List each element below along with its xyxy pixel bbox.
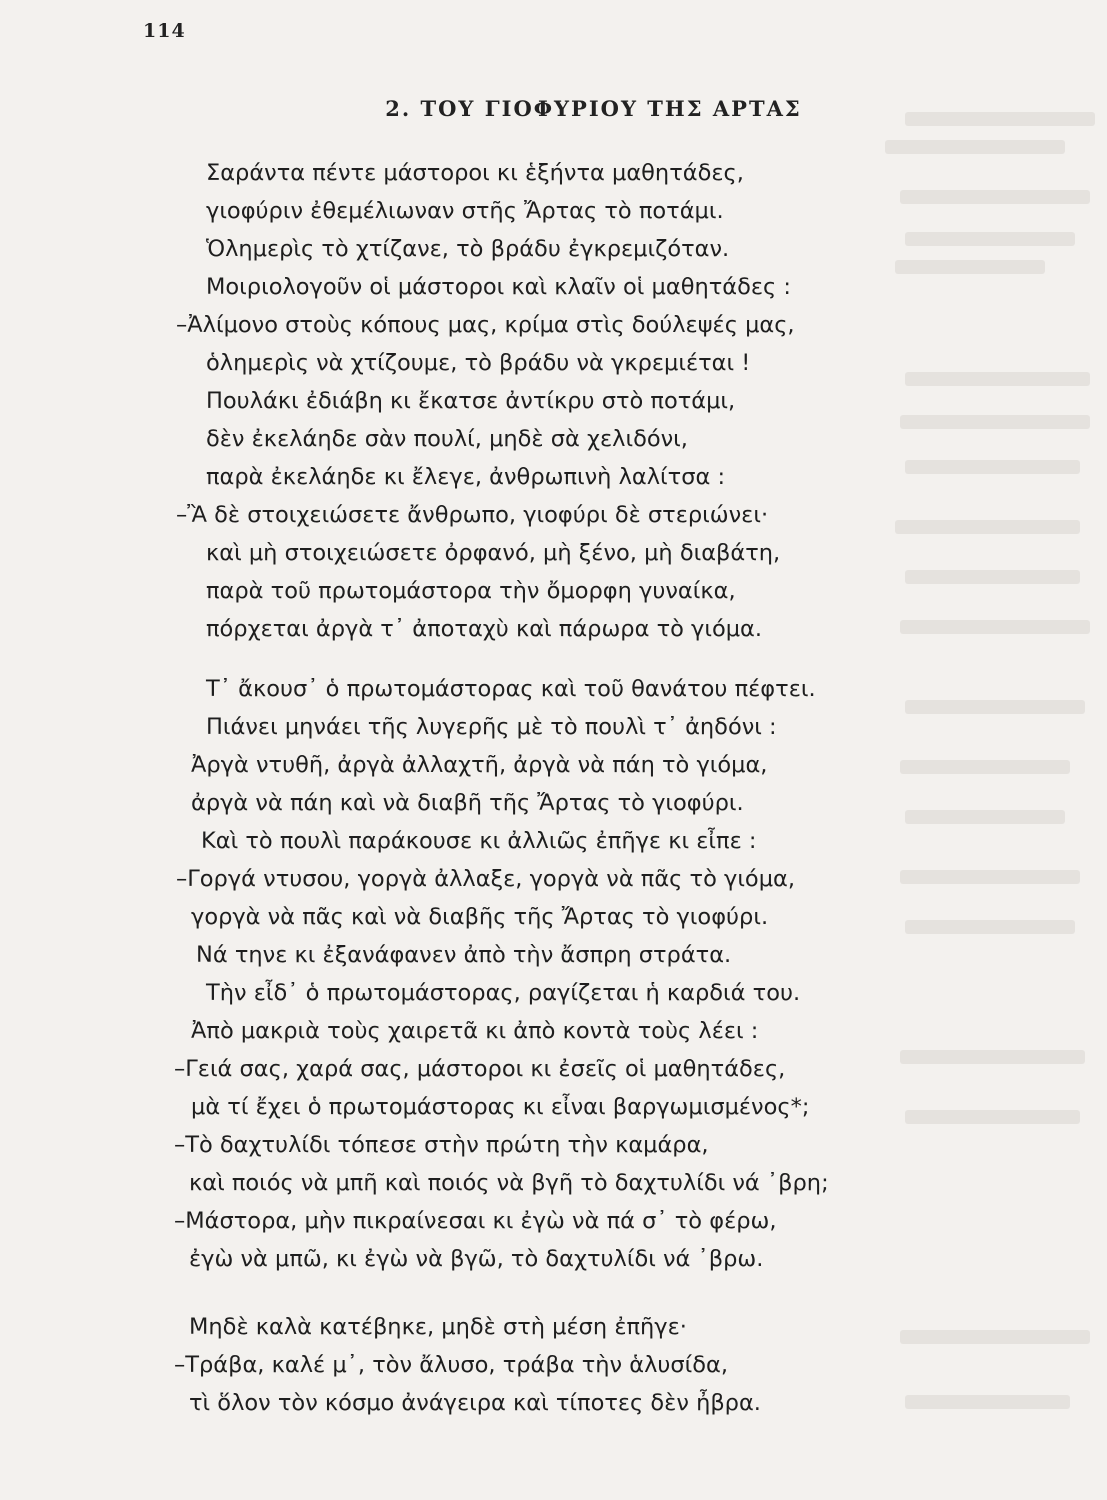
poem-line: –Ἂ δὲ στοιχειώσετε ἄνθρωπο, γιοφύρι δὲ στεριώνει· bbox=[176, 502, 769, 528]
poem-line: –Γειά σας, χαρά σας, μάστοροι κι ἐσεῖς οἱ μαθητάδες, bbox=[174, 1056, 786, 1082]
poem-line: δὲν ἐκελάηδε σὰν πουλί, μηδὲ σὰ χελιδόνι, bbox=[206, 426, 688, 452]
poem-line: –Γοργά ντυσου, γοργὰ ἀλλαξε, γοργὰ νὰ πᾶς τὸ γιόμα, bbox=[176, 866, 795, 892]
poem-line: –Τράβα, καλέ μ᾿, τὸν ἄλυσο, τράβα τὴν ἁλυσίδα, bbox=[174, 1352, 729, 1378]
poem-line: –Ἀλίμονο στοὺς κόπους μας, κρίμα στὶς δούλεψές μας, bbox=[176, 312, 795, 338]
poem-line: Τ᾿ ἄκουσ᾿ ὁ πρωτομάστορας καὶ τοῦ θανάτου πέφτει. bbox=[206, 676, 816, 702]
poem-line: παρὰ τοῦ πρωτομάστορα τὴν ὄμορφη γυναίκα, bbox=[206, 578, 736, 604]
poem-line: Πιάνει μηνάει τῆς λυγερῆς μὲ τὸ πουλὶ τ᾿ ἀηδόνι : bbox=[206, 714, 777, 740]
poem-line: Ἀπὸ μακριὰ τοὺς χαιρετᾶ κι ἀπὸ κοντὰ τοὺς λέει : bbox=[191, 1018, 759, 1044]
poem-line: Μηδὲ καλὰ κατέβηκε, μηδὲ στὴ μέση ἐπῆγε· bbox=[189, 1314, 687, 1340]
poem-line: γιοφύριν ἐθεμέλιωναν στῆς Ἄρτας τὸ ποτάμι. bbox=[206, 198, 724, 224]
poem-line: τὶ ὅλον τὸν κόσμο ἀνάγειρα καὶ τίποτες δὲν ἦβρα. bbox=[189, 1390, 761, 1416]
poem-line: καὶ ποιός νὰ μπῆ καὶ ποιός νὰ βγῆ τὸ δαχτυλίδι νά ᾿βρη; bbox=[189, 1170, 829, 1196]
poem-line: ἐγὼ νὰ μπῶ, κι ἐγὼ νὰ βγῶ, τὸ δαχτυλίδι νά ᾿βρω. bbox=[189, 1246, 764, 1272]
poem-line: Ὁλημερὶς τὸ χτίζανε, τὸ βράδυ ἐγκρεμιζόταν. bbox=[206, 236, 730, 262]
poem-line: Ἀργὰ ντυθῆ, ἀργὰ ἀλλαχτῆ, ἀργὰ νὰ πάη τὸ γιόμα, bbox=[191, 752, 768, 778]
poem-line: ἀργὰ νὰ πάη καὶ νὰ διαβῆ τῆς Ἄρτας τὸ γιοφύρι. bbox=[191, 790, 744, 816]
poem-line: καὶ μὴ στοιχειώσετε ὀρφανό, μὴ ξένο, μὴ διαβάτη, bbox=[206, 540, 781, 566]
poem-line: μὰ τί ἔχει ὁ πρωτομάστορας κι εἶναι βαργωμισμένος*; bbox=[191, 1094, 810, 1120]
poem-line: –Μάστορα, μὴν πικραίνεσαι κι ἐγὼ νὰ πά σ᾿ τὸ φέρω, bbox=[174, 1208, 777, 1234]
poem-line: Τὴν εἶδ᾿ ὁ πρωτομάστορας, ραγίζεται ἡ καρδιά του. bbox=[206, 980, 801, 1006]
poem-line: πόρχεται ἀργὰ τ᾿ ἀποταχὺ καὶ πάρωρα τὸ γιόμα. bbox=[206, 616, 763, 642]
poem-line: Πουλάκι ἐδιάβη κι ἔκατσε ἀντίκρυ στὸ ποτάμι, bbox=[206, 388, 736, 414]
poem-line: γοργὰ νὰ πᾶς καὶ νὰ διαβῆς τῆς Ἄρτας τὸ γιοφύρι. bbox=[191, 904, 769, 930]
page-number: 114 bbox=[143, 20, 186, 42]
poem-line: παρὰ ἐκελάηδε κι ἔλεγε, ἀνθρωπινὴ λαλίτσα : bbox=[206, 464, 726, 490]
poem-line: Μοιριολογοῦν οἱ μάστοροι καὶ κλαῖν οἱ μαθητάδες : bbox=[206, 274, 791, 300]
poem-line: ὁλημερὶς νὰ χτίζουμε, τὸ βράδυ νὰ γκρεμιέται ! bbox=[206, 350, 751, 376]
poem-title: 2. ΤΟΥ ΓΙΟΦΥΡΙΟΥ ΤΗΣ ΑΡΤΑΣ bbox=[385, 96, 802, 121]
poem-line: Νά τηνε κι ἐξανάφανεν ἀπὸ τὴν ἄσπρη στράτα. bbox=[196, 942, 732, 968]
poem-line: Σαράντα πέντε μάστοροι κι ἑξήντα μαθητάδες, bbox=[206, 160, 744, 186]
poem-line: –Τὸ δαχτυλίδι τόπεσε στὴν πρώτη τὴν καμάρα, bbox=[174, 1132, 709, 1158]
poem-line: Καὶ τὸ πουλὶ παράκουσε κι ἀλλιῶς ἐπῆγε κι εἶπε : bbox=[201, 828, 757, 854]
